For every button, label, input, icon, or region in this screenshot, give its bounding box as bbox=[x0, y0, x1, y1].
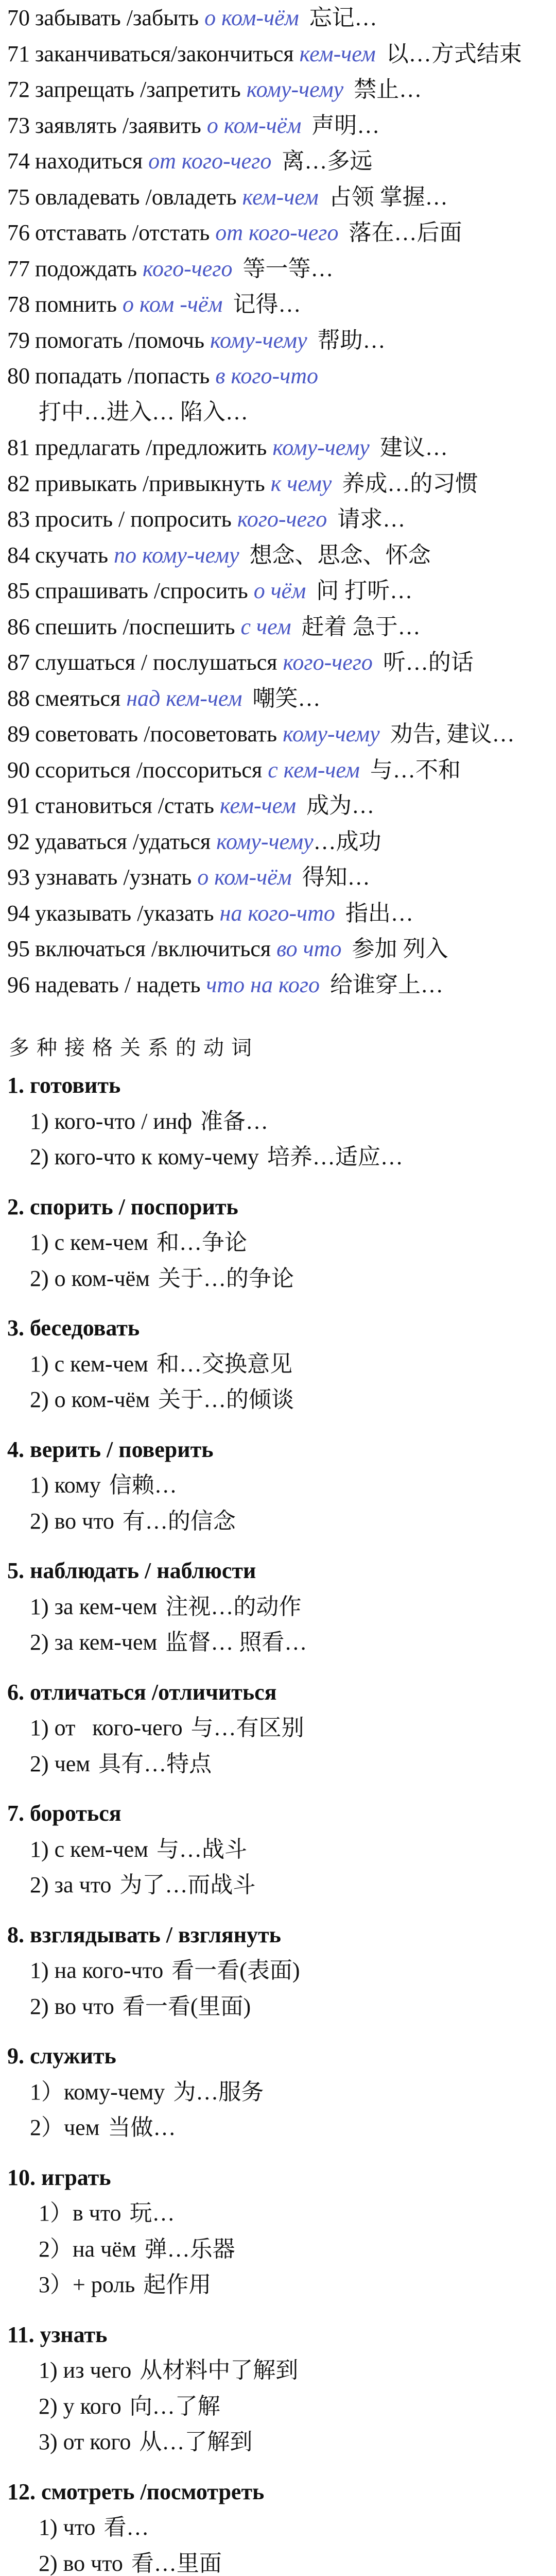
item-pattern: 2) кого-что к кому-чему bbox=[30, 1144, 259, 1170]
verb-pair: надевать / надеть bbox=[35, 972, 201, 997]
verb-number: 75 bbox=[7, 184, 30, 210]
verb-pair: находиться bbox=[35, 148, 143, 174]
item-meaning: 弹…乐器 bbox=[144, 2236, 235, 2262]
group-item bbox=[0, 2074, 556, 2110]
verb-number: 88 bbox=[7, 685, 30, 711]
verb-pair: становиться /стать bbox=[35, 793, 214, 818]
item-pattern: 2）на чём bbox=[39, 2236, 136, 2262]
group-item bbox=[0, 1989, 556, 2025]
verb-pair: помогать /помочь bbox=[35, 327, 205, 353]
item-meaning: 和…争论 bbox=[157, 1230, 247, 1255]
verb-row bbox=[0, 323, 556, 359]
chinese-meaning: 忘记… bbox=[309, 5, 377, 30]
chinese-meaning: 嘲笑… bbox=[252, 685, 321, 711]
chinese-meaning: 与…不和 bbox=[370, 757, 461, 783]
chinese-meaning: 打中…进入… 陷入… bbox=[39, 399, 248, 425]
group-title: 9. служить bbox=[7, 2043, 116, 2069]
verb-row bbox=[0, 645, 556, 681]
item-meaning: 注视…的动作 bbox=[165, 1594, 302, 1619]
verb-group bbox=[0, 1432, 556, 1539]
group-item bbox=[0, 1382, 556, 1418]
group-item bbox=[0, 1261, 556, 1297]
chinese-meaning: 以…方式结束 bbox=[386, 41, 522, 66]
verb-group bbox=[0, 2317, 556, 2460]
group-item bbox=[0, 1867, 556, 1903]
group-item bbox=[0, 2424, 556, 2460]
verb-number: 86 bbox=[7, 614, 30, 639]
group-item bbox=[0, 2510, 556, 2546]
verb-number: 91 bbox=[7, 793, 30, 818]
verb-number: 96 bbox=[7, 972, 30, 997]
item-meaning: 与…有区别 bbox=[190, 1715, 304, 1740]
item-pattern: 2) во что bbox=[30, 1508, 114, 1534]
verb-pair: спрашивать /спросить bbox=[35, 578, 248, 603]
chinese-meaning: 赶着 急于… bbox=[301, 614, 421, 639]
case-pattern: что на кого bbox=[206, 972, 320, 997]
group-title: 8. взглядывать / взглянуть bbox=[7, 1922, 281, 1947]
case-pattern: кому-чему bbox=[272, 435, 370, 460]
chinese-meaning: 劝告, 建议… bbox=[390, 721, 515, 747]
group-item bbox=[0, 2110, 556, 2146]
chinese-meaning: 落在…后面 bbox=[349, 220, 462, 245]
verb-pair: привыкать /привыкнуть bbox=[35, 470, 265, 496]
chinese-meaning: 养成…的习惯 bbox=[342, 470, 478, 496]
section-heading: 多种接格关系的动词 bbox=[9, 1036, 259, 1060]
item-meaning: 当做… bbox=[108, 2115, 176, 2140]
group-title: 1. готовить bbox=[7, 1073, 121, 1098]
group-item bbox=[0, 1953, 556, 1989]
verb-pair: скучать bbox=[35, 542, 109, 568]
verb-row bbox=[0, 824, 556, 860]
item-meaning: 起作用 bbox=[143, 2272, 212, 2297]
group-item bbox=[0, 1139, 556, 1175]
chinese-meaning: 得知… bbox=[302, 865, 370, 890]
item-meaning: 准备… bbox=[200, 1108, 269, 1134]
item-pattern: 2) за кем-чем bbox=[30, 1630, 158, 1655]
verb-number: 87 bbox=[7, 650, 30, 675]
verb-number: 90 bbox=[7, 757, 30, 783]
item-pattern: 1) с кем-чем bbox=[30, 1836, 148, 1862]
item-pattern: 1) из чего bbox=[39, 2358, 132, 2383]
verb-pair: запрещать /запретить bbox=[35, 77, 241, 102]
verb-group bbox=[0, 2038, 556, 2146]
case-pattern: кем-чем bbox=[299, 41, 376, 66]
item-pattern: 2) о ком-чём bbox=[30, 1265, 150, 1291]
group-title: 3. беседовать bbox=[7, 1315, 140, 1341]
chinese-meaning: 请求… bbox=[337, 506, 406, 532]
group-item bbox=[0, 1710, 556, 1746]
group-item bbox=[0, 2352, 556, 2388]
verb-pair: помнить bbox=[35, 292, 117, 317]
verb-row bbox=[0, 501, 556, 537]
group-item bbox=[0, 1467, 556, 1503]
item-meaning: 看…里面 bbox=[131, 2550, 222, 2576]
verb-group bbox=[0, 1189, 556, 1297]
case-pattern: о чём bbox=[253, 578, 306, 603]
item-meaning: 具有…特点 bbox=[98, 1751, 212, 1776]
verb-row bbox=[0, 967, 556, 1003]
item-meaning: 与…战斗 bbox=[157, 1836, 247, 1862]
group-item bbox=[0, 1225, 556, 1261]
verb-number: 92 bbox=[7, 828, 30, 854]
group-item bbox=[0, 1832, 556, 1868]
item-meaning: 有…的信念 bbox=[122, 1508, 236, 1534]
item-pattern: 2) во что bbox=[39, 2550, 123, 2576]
verb-pair: спешить /поспешить bbox=[35, 614, 235, 639]
verb-pair: ссориться /поссориться bbox=[35, 757, 263, 783]
chinese-meaning: 建议… bbox=[379, 435, 448, 460]
group-item bbox=[0, 2231, 556, 2267]
case-pattern: кого-чего bbox=[143, 256, 233, 281]
verb-number: 94 bbox=[7, 900, 30, 926]
case-pattern: на кого-что bbox=[219, 900, 335, 926]
item-meaning: 看… bbox=[103, 2515, 149, 2540]
item-pattern: 1）кому-чему bbox=[30, 2079, 165, 2105]
item-pattern: 2) во что bbox=[30, 1993, 114, 2019]
group-item bbox=[0, 1746, 556, 1782]
verb-number: 73 bbox=[7, 112, 30, 138]
verb-row bbox=[0, 430, 556, 466]
item-meaning: 和…交换意见 bbox=[157, 1351, 292, 1377]
item-pattern: 1) от кого-чего bbox=[30, 1715, 183, 1740]
case-pattern: кому-чему bbox=[216, 828, 314, 854]
item-pattern: 1) на кого-что bbox=[30, 1958, 164, 1983]
verb-pair: попадать /попасть bbox=[35, 363, 210, 388]
chinese-meaning: 等一等… bbox=[242, 256, 334, 281]
item-meaning: 培养…适应… bbox=[267, 1144, 403, 1170]
case-pattern: о ком-чём bbox=[206, 112, 302, 138]
case-pattern: к чему bbox=[270, 470, 332, 496]
verb-number: 78 bbox=[7, 292, 30, 317]
chinese-meaning: 声明… bbox=[311, 112, 380, 138]
item-pattern: 2）чем bbox=[30, 2115, 100, 2140]
verb-group bbox=[0, 2160, 556, 2303]
verb-number: 93 bbox=[7, 865, 30, 890]
chinese-meaning: 听…的话 bbox=[383, 650, 474, 675]
case-pattern: кому-чему bbox=[283, 721, 380, 747]
case-pattern: кого-чего bbox=[237, 506, 327, 532]
case-pattern: о ком-чём bbox=[204, 5, 299, 30]
verb-number: 89 bbox=[7, 721, 30, 747]
verb-pair: отставать /отстать bbox=[35, 220, 210, 245]
case-pattern: в кого-что bbox=[215, 363, 318, 388]
item-pattern: 2) у кого bbox=[39, 2393, 121, 2419]
verb-row bbox=[0, 72, 556, 108]
verb-row bbox=[0, 0, 556, 36]
item-meaning: 为…服务 bbox=[173, 2079, 264, 2105]
verb-pair: удаваться /удаться bbox=[35, 828, 211, 854]
item-pattern: 1) за кем-чем bbox=[30, 1594, 158, 1619]
verb-pair: предлагать /предложить bbox=[35, 435, 267, 460]
verb-row bbox=[0, 859, 556, 895]
item-meaning: 为了…而战斗 bbox=[119, 1872, 256, 1897]
chinese-meaning: 指出… bbox=[345, 900, 413, 926]
case-pattern: о ком -чём bbox=[122, 292, 223, 317]
verb-number: 76 bbox=[7, 220, 30, 245]
group-title: 4. верить / поверить bbox=[7, 1436, 214, 1462]
verb-pair: овладевать /овладеть bbox=[35, 184, 237, 210]
item-pattern: 1) с кем-чем bbox=[30, 1230, 148, 1255]
item-pattern: 2) чем bbox=[30, 1751, 91, 1776]
verb-list bbox=[0, 0, 556, 1003]
case-pattern: с чем bbox=[240, 614, 291, 639]
item-meaning: 关于…的争论 bbox=[158, 1265, 294, 1291]
group-item bbox=[0, 1104, 556, 1140]
group-title: 5. наблюдать / наблюсти bbox=[7, 1558, 256, 1583]
verb-pair: узнавать /узнать bbox=[35, 865, 192, 890]
case-pattern: над кем-чем bbox=[126, 685, 242, 711]
item-pattern: 2) о ком-чём bbox=[30, 1387, 150, 1412]
item-pattern: 2) за что bbox=[30, 1872, 112, 1897]
verb-row bbox=[0, 895, 556, 931]
case-pattern: кого-чего bbox=[283, 650, 373, 675]
case-pattern: во что bbox=[276, 936, 342, 961]
verb-row bbox=[0, 573, 556, 609]
verb-row-continuation bbox=[0, 394, 556, 430]
verb-row bbox=[0, 931, 556, 967]
verb-pair: указывать /указать bbox=[35, 900, 214, 926]
verb-group bbox=[0, 1795, 556, 1903]
verb-pair: советовать /посоветовать bbox=[35, 721, 277, 747]
verb-row bbox=[0, 251, 556, 287]
chinese-meaning: 问 打听… bbox=[316, 578, 413, 603]
chinese-meaning: 占领 掌握… bbox=[328, 184, 448, 210]
chinese-meaning: 帮助… bbox=[317, 327, 386, 353]
case-pattern: кому-чему bbox=[210, 327, 307, 353]
chinese-meaning: 离…多远 bbox=[282, 148, 373, 174]
case-pattern: о ком-чём bbox=[197, 865, 292, 890]
verb-row bbox=[0, 716, 556, 752]
verb-number: 82 bbox=[7, 470, 30, 496]
verb-number: 80 bbox=[7, 363, 30, 388]
verb-number: 84 bbox=[7, 542, 30, 568]
item-meaning: 从…了解到 bbox=[139, 2429, 253, 2454]
verb-row bbox=[0, 108, 556, 144]
verb-pair: смеяться bbox=[35, 685, 121, 711]
verb-group bbox=[0, 2474, 556, 2576]
case-pattern: кем-чем bbox=[219, 793, 297, 818]
verb-group bbox=[0, 1067, 556, 1175]
group-item bbox=[0, 1346, 556, 1382]
group-item bbox=[0, 2195, 556, 2231]
case-pattern: от кого-чего bbox=[148, 148, 272, 174]
item-meaning: 向…了解 bbox=[129, 2393, 220, 2419]
case-pattern: кому-чему bbox=[246, 77, 344, 102]
verb-row bbox=[0, 752, 556, 788]
group-item bbox=[0, 2546, 556, 2576]
verb-row bbox=[0, 681, 556, 717]
item-pattern: 1) кого-что / инф bbox=[30, 1108, 193, 1134]
verb-row bbox=[0, 537, 556, 573]
verb-row bbox=[0, 143, 556, 179]
item-pattern: 3）+ роль bbox=[39, 2272, 135, 2297]
chinese-meaning: 记得… bbox=[233, 292, 301, 317]
multi-case-verbs bbox=[0, 1067, 556, 2576]
item-meaning: 看一看(表面) bbox=[171, 1958, 300, 1983]
verb-number: 83 bbox=[7, 506, 30, 532]
item-pattern: 1）в что bbox=[39, 2200, 121, 2226]
verb-pair: заканчиваться/закончиться bbox=[35, 41, 294, 66]
verb-number: 74 bbox=[7, 148, 30, 174]
item-pattern: 1) что bbox=[39, 2515, 96, 2540]
verb-pair: включаться /включиться bbox=[35, 936, 271, 961]
item-pattern: 1) кому bbox=[30, 1472, 101, 1498]
item-meaning: 看一看(里面) bbox=[122, 1993, 251, 2019]
group-item bbox=[0, 2267, 556, 2303]
group-item bbox=[0, 1624, 556, 1660]
group-title: 12. смотреть /посмотреть bbox=[7, 2479, 265, 2504]
case-pattern: кем-чем bbox=[242, 184, 319, 210]
verb-group bbox=[0, 1553, 556, 1660]
group-item bbox=[0, 2388, 556, 2425]
verb-pair: подождать bbox=[35, 256, 137, 281]
verb-group bbox=[0, 1917, 556, 2025]
verb-row bbox=[0, 286, 556, 323]
chinese-meaning: 给谁穿上… bbox=[330, 972, 444, 997]
verb-row bbox=[0, 609, 556, 645]
verb-row bbox=[0, 179, 556, 215]
verb-number: 77 bbox=[7, 256, 30, 281]
verb-pair: просить / попросить bbox=[35, 506, 232, 532]
item-meaning: 关于…的倾谈 bbox=[158, 1387, 294, 1412]
chinese-meaning: 想念、思念、怀念 bbox=[249, 542, 431, 568]
group-title: 6. отличаться /отличиться bbox=[7, 1679, 277, 1705]
item-meaning: 信赖… bbox=[109, 1472, 177, 1498]
case-pattern: по кому-чему bbox=[114, 542, 239, 568]
chinese-meaning: 参加 列入 bbox=[352, 936, 448, 961]
item-meaning: 玩… bbox=[129, 2200, 175, 2226]
verb-row bbox=[0, 358, 556, 394]
item-meaning: 监督… 照看… bbox=[165, 1630, 307, 1655]
verb-number: 81 bbox=[7, 435, 30, 460]
group-title: 2. спорить / поспорить bbox=[7, 1194, 238, 1219]
case-pattern: с кем-чем bbox=[268, 757, 360, 783]
chinese-meaning: 成为… bbox=[306, 793, 375, 818]
group-title: 10. играть bbox=[7, 2164, 111, 2190]
verb-group bbox=[0, 1310, 556, 1418]
verb-number: 79 bbox=[7, 327, 30, 353]
chinese-meaning: 禁止… bbox=[354, 77, 422, 102]
verb-number: 70 bbox=[7, 5, 30, 30]
verb-pair: забывать /забыть bbox=[35, 5, 199, 30]
verb-group bbox=[0, 1674, 556, 1782]
case-pattern: от кого-чего bbox=[215, 220, 339, 245]
verb-row bbox=[0, 788, 556, 824]
group-title: 11. узнать bbox=[7, 2321, 108, 2347]
item-pattern: 3) от кого bbox=[39, 2429, 131, 2454]
item-pattern: 1) с кем-чем bbox=[30, 1351, 148, 1377]
chinese-meaning: …成功 bbox=[313, 828, 381, 854]
verb-pair: заявлять /заявить bbox=[35, 112, 201, 138]
item-meaning: 从材料中了解到 bbox=[140, 2358, 299, 2383]
verb-row bbox=[0, 466, 556, 502]
group-item bbox=[0, 1503, 556, 1539]
group-title: 7. бороться bbox=[7, 1801, 121, 1826]
verb-number: 71 bbox=[7, 41, 30, 66]
verb-number: 72 bbox=[7, 77, 30, 102]
verb-row bbox=[0, 36, 556, 72]
verb-pair: слушаться / послушаться bbox=[35, 650, 277, 675]
group-item bbox=[0, 1589, 556, 1625]
verb-number: 85 bbox=[7, 578, 30, 603]
verb-number: 95 bbox=[7, 936, 30, 961]
verb-row bbox=[0, 215, 556, 251]
